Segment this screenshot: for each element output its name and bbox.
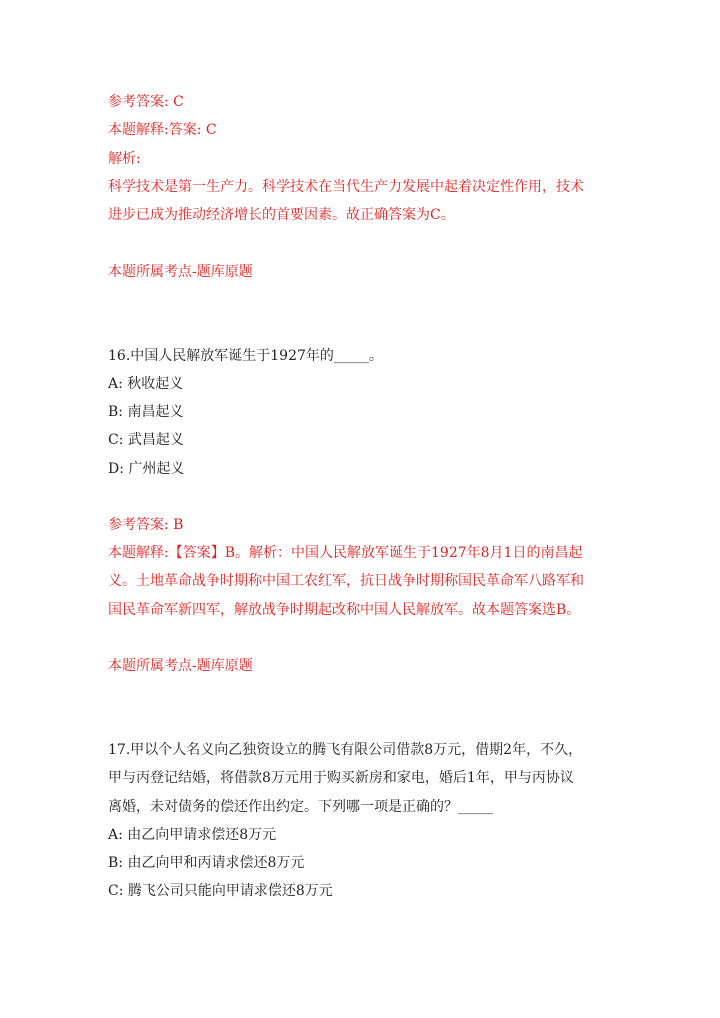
q17-option-a: A: 由乙向甲请求偿还8万元 — [108, 827, 277, 843]
q16-option-d: D: 广州起义 — [108, 461, 185, 477]
q16-explanation-line-2: 义。土地革命战争时期称中国工农红军，抗日战争时期称国民革命军八路军和 — [108, 573, 584, 589]
q15-analysis-line-1: 科学技术是第一生产力。科学技术在当代生产力发展中起着决定性作用，技术 — [108, 179, 584, 195]
q15-source: 本题所属考点-题库原题 — [108, 264, 253, 280]
q17-option-b: B: 由乙向甲和丙请求偿还8万元 — [108, 855, 305, 871]
q15-analysis-label: 解析: — [108, 151, 141, 167]
q15-explanation-label: 本题解释:答案: C — [108, 122, 217, 138]
q17-question-line-2: 甲与丙登记结婚，将借款8万元用于购买新房和家电，婚后1年，甲与丙协议 — [108, 770, 574, 786]
q16-explanation-line-1: 本题解释:【答案】B。解析：中国人民解放军诞生于1927年8月1日的南昌起 — [108, 545, 583, 561]
q16-source: 本题所属考点-题库原题 — [108, 658, 253, 674]
q15-answer: 参考答案: C — [108, 94, 184, 110]
q16-answer: 参考答案: B — [108, 517, 184, 533]
q16-option-a: A: 秋收起义 — [108, 376, 184, 392]
q16-option-b: B: 南昌起义 — [108, 404, 184, 420]
q16-option-c: C: 武昌起义 — [108, 432, 184, 448]
q17-option-c: C: 腾飞公司只能向甲请求偿还8万元 — [108, 883, 333, 899]
q17-question-line-1: 17.甲以个人名义向乙独资设立的腾飞有限公司借款8万元，借期2年，不久， — [108, 742, 583, 758]
q17-question-line-3: 离婚，未对债务的偿还作出约定。下列哪一项是正确的？_____ — [108, 799, 493, 815]
q15-analysis-line-2: 进步已成为推动经济增长的首要因素。故正确答案为C。 — [108, 207, 455, 223]
q16-explanation-line-3: 国民革命军新四军，解放战争时期起改称中国人民解放军。故本题答案选B。 — [108, 602, 581, 618]
q16-question: 16.中国人民解放军诞生于1927年的_____。 — [108, 348, 383, 364]
